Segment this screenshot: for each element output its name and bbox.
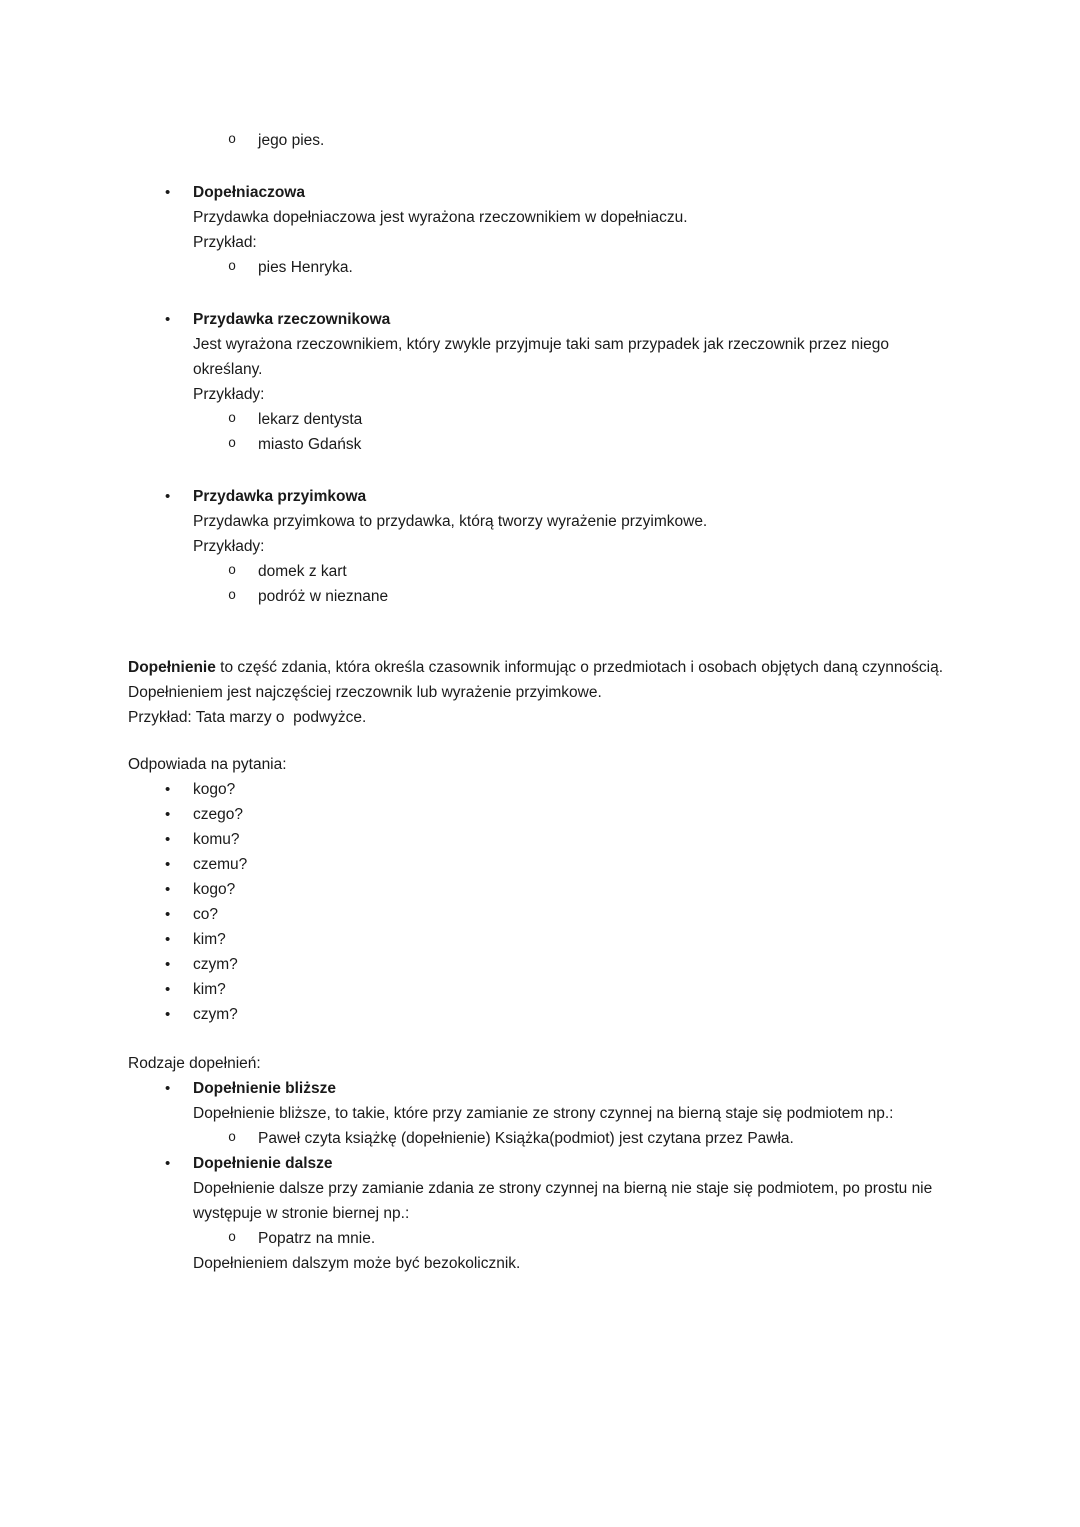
- question-text: czego?: [193, 806, 243, 823]
- section-description: Dopełnienie bliższe, to takie, które przy zamianie ze strony czynnej na bierną staje się podmiotem np.:: [193, 1105, 894, 1122]
- question-item: [165, 1002, 952, 1027]
- bullet-icon: •: [165, 931, 171, 948]
- section-dopelniaczowa: [128, 180, 952, 280]
- question-text: kim?: [193, 981, 226, 998]
- question-text: komu?: [193, 831, 240, 848]
- question-item: [165, 777, 952, 802]
- bullet-icon: •: [165, 881, 171, 898]
- section-title: Przydawka przyimkowa: [193, 488, 367, 505]
- example-label: Przykłady:: [193, 538, 265, 555]
- list-item: [228, 128, 952, 153]
- circle-bullet-icon: o: [228, 412, 237, 427]
- question-item: [165, 902, 952, 927]
- section-description: Przydawka przyimkowa to przydawka, którą tworzy wyrażenie przyimkowe.: [193, 513, 708, 530]
- example-item: [228, 559, 952, 584]
- question-item: [165, 927, 952, 952]
- types-heading: Rodzaje dopełnień:: [128, 1055, 261, 1072]
- bullet-icon: •: [165, 856, 171, 873]
- section-body: [193, 332, 952, 457]
- section-body: [193, 1176, 952, 1276]
- question-text: czym?: [193, 1006, 238, 1023]
- example-item: [228, 1226, 952, 1251]
- section-description: Jest wyrażona rzeczownikiem, który zwykle przyjmuje taki sam przypadek jak rzeczownik przez niego określany.: [193, 336, 890, 378]
- question-item: [165, 852, 952, 877]
- question-item: [165, 802, 952, 827]
- section-przydawka-przyimkowa: [128, 484, 952, 609]
- bullet-icon: •: [165, 956, 171, 973]
- bullet-icon: •: [165, 806, 171, 823]
- bullet-icon: •: [165, 781, 171, 798]
- bullet-icon: •: [165, 311, 171, 328]
- section-description: Przydawka dopełniaczowa jest wyrażona rzeczownikiem w dopełniaczu.: [193, 209, 688, 226]
- example-item: [228, 584, 952, 609]
- dopelnienie-paragraph: [128, 655, 952, 705]
- example-item: [228, 1126, 952, 1151]
- question-text: kim?: [193, 931, 226, 948]
- example-text: domek z kart: [258, 563, 347, 580]
- section-dopelnienie-dalsze: [128, 1151, 952, 1276]
- example-item: [228, 407, 952, 432]
- circle-bullet-icon: o: [228, 589, 237, 604]
- example-label: Przykłady:: [193, 386, 265, 403]
- section-title-row: [165, 1151, 952, 1176]
- bullet-icon: •: [165, 184, 171, 201]
- example-label: Przykład:: [193, 234, 257, 251]
- section-body: [193, 509, 952, 609]
- section-body: [193, 205, 952, 280]
- question-item: [165, 877, 952, 902]
- example-text: podróż w nieznane: [258, 588, 389, 605]
- circle-bullet-icon: o: [228, 1231, 237, 1246]
- bullet-icon: •: [165, 906, 171, 923]
- section-title-row: [165, 484, 952, 509]
- circle-bullet-icon: o: [228, 1131, 237, 1146]
- bullet-icon: •: [165, 981, 171, 998]
- circle-bullet-icon: o: [228, 437, 237, 452]
- section-title-row: [165, 307, 952, 332]
- questions-heading: Odpowiada na pytania:: [128, 756, 287, 773]
- term-dopelnienie: Dopełnienie: [128, 659, 216, 676]
- example-text: Popatrz na mnie.: [258, 1230, 376, 1247]
- question-text: kogo?: [193, 881, 236, 898]
- dopelnienie-definition: to część zdania, która określa czasownik informując o przedmiotach i osobach objętych daną czynnością. Dopełnieniem jest najczęściej rzeczownik lub wyrażenie przyimkowe.: [128, 659, 944, 701]
- bullet-icon: •: [165, 488, 171, 505]
- question-item: [165, 952, 952, 977]
- bullet-icon: •: [165, 831, 171, 848]
- dopelnienie-example: Przykład: Tata marzy o podwyżce.: [128, 709, 367, 726]
- section-przydawka-rzeczownikowa: [128, 307, 952, 457]
- question-text: co?: [193, 906, 218, 923]
- section-title: Dopełnienie dalsze: [193, 1155, 333, 1172]
- example-item: [228, 432, 952, 457]
- section-dopelnienie-blizsze: [128, 1076, 952, 1151]
- section-description: Dopełnienie dalsze przy zamianie zdania ze strony czynnej na bierną nie staje się podmiotem, po prostu nie występuje w stronie biernej np.:: [193, 1180, 933, 1222]
- section-body: [193, 1101, 952, 1151]
- list-item-text: jego pies.: [258, 132, 325, 149]
- section-title-row: [165, 180, 952, 205]
- bullet-icon: •: [165, 1080, 171, 1097]
- example-text: lekarz dentysta: [258, 411, 363, 428]
- example-item: [228, 255, 952, 280]
- question-item: [165, 827, 952, 852]
- example-text: Paweł czyta książkę (dopełnienie) Książka(podmiot) jest czytana przez Pawła.: [258, 1130, 794, 1147]
- section-title-row: [165, 1076, 952, 1101]
- section-title: Przydawka rzeczownikowa: [193, 311, 391, 328]
- circle-bullet-icon: o: [228, 260, 237, 275]
- question-text: kogo?: [193, 781, 236, 798]
- bullet-icon: •: [165, 1155, 171, 1172]
- section-title: Dopełniaczowa: [193, 184, 305, 201]
- question-text: czemu?: [193, 856, 248, 873]
- section-note: Dopełnieniem dalszym może być bezokolicznik.: [193, 1255, 521, 1272]
- example-text: pies Henryka.: [258, 259, 353, 276]
- example-text: miasto Gdańsk: [258, 436, 362, 453]
- question-item: [165, 977, 952, 1002]
- question-text: czym?: [193, 956, 238, 973]
- section-title: Dopełnienie bliższe: [193, 1080, 336, 1097]
- circle-bullet-icon: o: [228, 133, 237, 148]
- circle-bullet-icon: o: [228, 564, 237, 579]
- bullet-icon: •: [165, 1006, 171, 1023]
